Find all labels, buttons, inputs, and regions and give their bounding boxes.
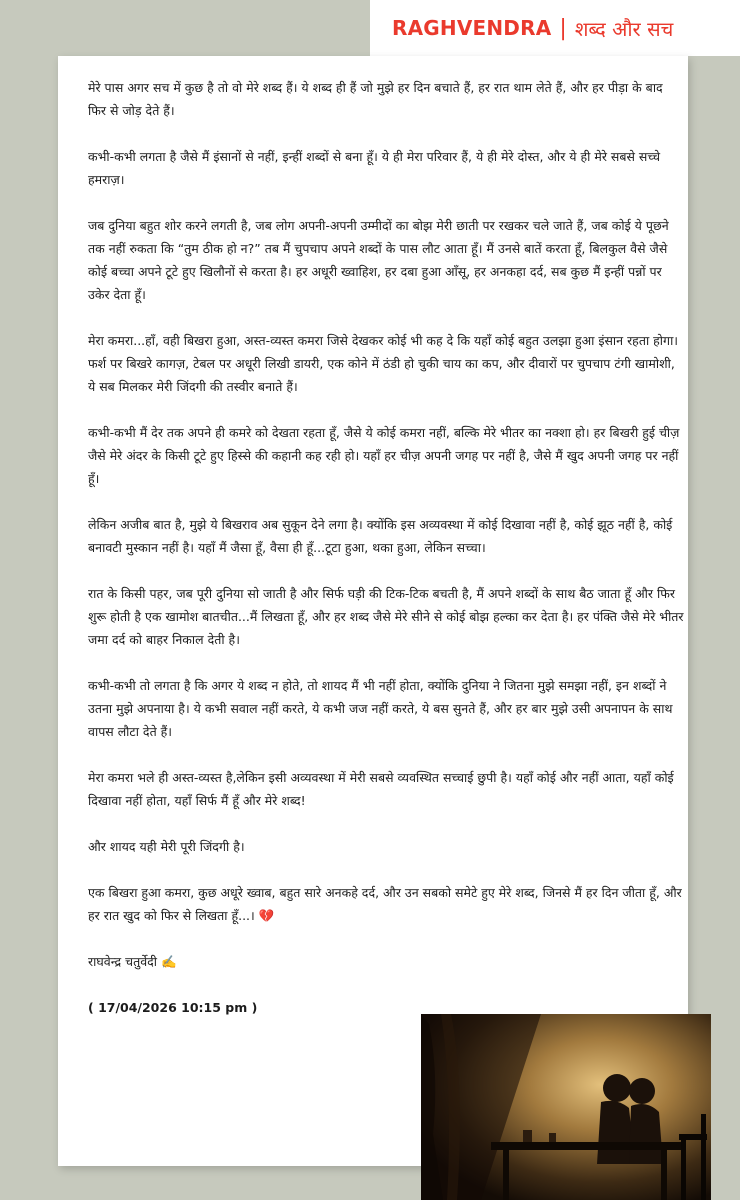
author-signature: राघवेन्द्र चतुर्वेदी ✍️	[88, 954, 177, 969]
brand-tagline: शब्द और सच	[574, 16, 674, 41]
timestamp: ( 17/04/2026 10:15 pm )	[88, 1000, 258, 1015]
paragraph: जब दुनिया बहुत शोर करने लगती है, जब लोग अपनी-अपनी उम्मीदों का बोझ मेरी छाती पर रखकर चले जाते हैं, जब कोई ये पूछने तक नहीं रुकता कि “तुम ठीक हो न?” तब मैं चुपचाप अपने शब्दों के पास लौट आता हूँ। मैं उनसे बातें करता हूँ, बिलकुल वैसे जैसे कोई बच्चा अपने टूटे हुए खिलौनों से करता है। हर अधूरी ख्वाहिश, हर दबा हुआ आँसू, हर अनकहा दर्द, सब कुछ मैं इन्हीं पन्नों पर उकेर देता हूँ।	[88, 218, 669, 302]
paragraph: मेरा कमरा...हाँ, वही बिखरा हुआ, अस्त-व्यस्त कमरा जिसे देखकर कोई भी कह दे कि यहाँ कोई बहुत उलझा हुआ इंसान रहता होगा। फर्श पर बिखरे कागज़, टेबल पर अधूरी लिखी डायरी, एक कोने में ठंडी हो चुकी चाय का कप, और दीवारों पर चुपचाप टंगी खामोशी, ये सब मिलकर मेरी जिंदगी की तस्वीर बनाते हैं।	[88, 333, 679, 394]
paragraph: मेरे पास अगर सच में कुछ है तो वो मेरे शब्द हैं। ये शब्द ही हैं जो मुझे हर दिन बचाते हैं, हर रात थाम लेते हैं, और हर पीड़ा के बाद फिर से जोड़ देते हैं।	[88, 80, 663, 118]
paragraph: एक बिखरा हुआ कमरा, कुछ अधूरे ख्वाब, बहुत सारे अनकहे दर्द, और उन सबको समेटे हुए मेरे शब्द, जिनसे मैं हर दिन जीता हूँ, और हर रात खुद को फिर से लिखता हूँ...। 💔	[88, 885, 682, 923]
paragraph: लेकिन अजीब बात है, मुझे ये बिखराव अब सुकून देने लगा है। क्योंकि इस अव्यवस्था में कोई दिखावा नहीं है, कोई झूठ नहीं है, कोई बनावटी मुस्कान नहीं है। यहाँ मैं जैसा हूँ, वैसा ही हूँ...टूटा हुआ, थका हुआ, लेकिन सच्चा।	[88, 517, 673, 555]
brand-separator: |	[559, 15, 567, 41]
paragraph: कभी-कभी लगता है जैसे मैं इंसानों से नहीं, इन्हीं शब्दों से बना हूँ। ये ही मेरा परिवार हैं, ये ही मेरे दोस्त, और ये ही मेरे सबसे सच्चे हमराज़।	[88, 149, 661, 187]
mood-photo	[421, 1014, 711, 1200]
article-body	[88, 76, 684, 1019]
paragraph: और शायद यही मेरी पूरी जिंदगी है।	[88, 839, 245, 854]
paragraph: कभी-कभी मैं देर तक अपने ही कमरे को देखता रहता हूँ, जैसे ये कोई कमरा नहीं, बल्कि मेरे भीतर का नक्शा हो। हर बिखरी हुई चीज़ जैसे मेरे अंदर के किसी टूटे हुए हिस्से की कहानी कह रही हो। यहाँ हर चीज़ अपनी जगह पर नहीं है, जैसे मैं खुद अपनी जगह पर नहीं हूँ।	[88, 425, 680, 486]
brand-logo: RAGHVENDRA	[392, 16, 552, 40]
paragraph: मेरा कमरा भले ही अस्त-व्यस्त है,लेकिन इसी अव्यवस्था में मेरी सबसे व्यवस्थित सच्चाई छुपी है। यहाँ कोई और नहीं आता, यहाँ कोई दिखावा नहीं होता, यहाँ सिर्फ मैं हूँ और मेरे शब्द!	[88, 770, 674, 808]
paragraph: कभी-कभी तो लगता है कि अगर ये शब्द न होते, तो शायद मैं भी नहीं होता, क्योंकि दुनिया ने जितना मुझे समझा नहीं, इन शब्दों ने उतना मुझे अपनाया है। ये कभी सवाल नहीं करते, ये कभी जज नहीं करते, ये बस सुनते हैं, और हर बार मुझे उसी अपनापन के साथ वापस लौटा देते हैं।	[88, 678, 673, 739]
paragraph: रात के किसी पहर, जब पूरी दुनिया सो जाती है और सिर्फ घड़ी की टिक-टिक बचती है, मैं अपने शब्दों के साथ बैठ जाता हूँ और फिर शुरू होती है एक खामोश बातचीत...मैं लिखता हूँ, और हर शब्द जैसे मेरे सीने से कोई बोझ हल्का कर देता है। हर पंक्ति जैसे मेरे भीतर जमा दर्द को बाहर निकाल देती है।	[88, 586, 684, 647]
brand-header	[392, 12, 673, 44]
